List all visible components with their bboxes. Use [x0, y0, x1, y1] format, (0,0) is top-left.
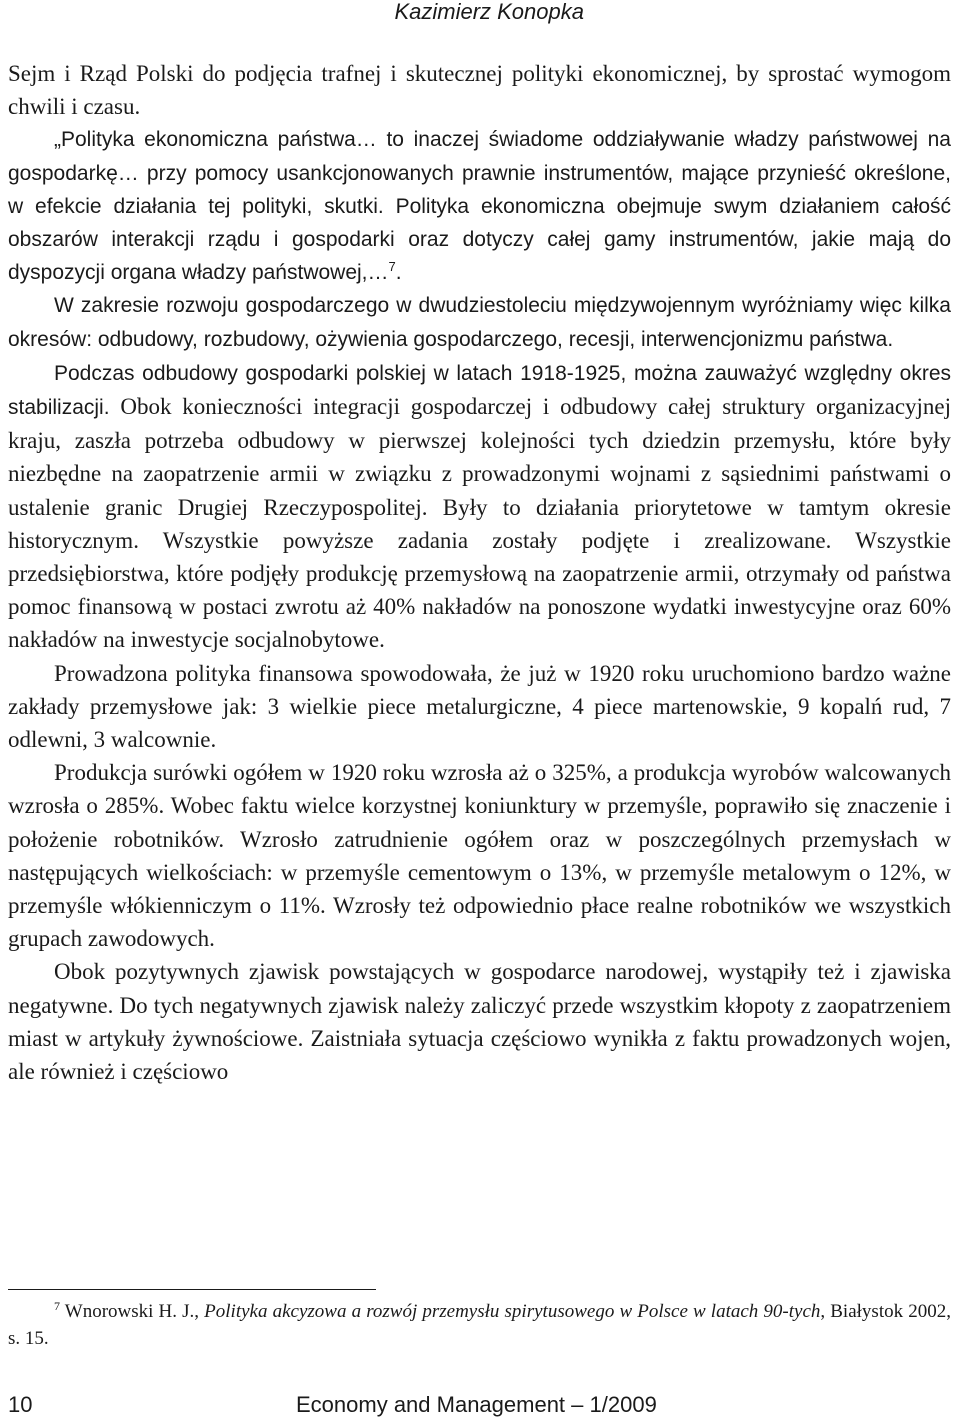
paragraph-1: Sejm i Rząd Polski do podjęcia trafnej i skutecznej polityki ekonomicznej, by sprostać wymogom chwili i czasu.	[8, 61, 951, 120]
footnote-reference[interactable]: 7	[388, 259, 396, 275]
quote-text: „Polityka ekonomiczna państwa… to inaczej świadome oddziaływanie władzy państwowej na gospodarkę… przy pomocy usankcjonowanych prawnie instrumentów, mające przynieść określone, w efekcie działania tej polityki, skutki. Polityka ekonomiczna obejmuje swym działaniem całość obszarów interakcji rządu i gospodarki oraz dotyczy całej gamy instrumentów, jakie mają do dyspozycji organa władzy państwowej,…	[8, 128, 951, 285]
page-number: 10	[8, 1392, 33, 1417]
footnote-number: 7	[54, 1298, 60, 1313]
paragraph-7: Obok pozytywnych zjawisk powstających w gospodarce narodowej, wystąpiły też i zjawiska negatywne. Do tych negatywnych zjawisk należy zaliczyć przede wszystkim kłopoty z zaopatrzeniem miast w artykuły żywnościowe. Zaistniała sytuacja częściowo wynikła z faktu prowadzonych wojen, ale również i częściowo	[8, 959, 951, 1085]
paragraph-5: Prowadzona polityka finansowa spowodowała, że już w 1920 roku uruchomiono bardzo ważne zakłady przemysłowe jak: 3 wielkie piece metalurgiczne, 4 piece martenowskie, 9 kopalń rud, 7 odlewni, 3 walcownie.	[8, 660, 951, 753]
main-text	[8, 57, 951, 1088]
quote-end: .	[395, 261, 402, 285]
footnote-title: Polityka akcyzowa a rozwój przemysłu spirytusowego w Polsce w latach 90-tych	[204, 1301, 821, 1322]
paragraph-3: W zakresie rozwoju gospodarczego w dwudziestoleciu międzywojennym wyróżniamy więc kilka okresów: odbudowy, rozbudowy, ożywienia gospodarczego, recesji, interwencjonizmu państwa.	[8, 294, 951, 351]
paragraph-6: Produkcja surówki ogółem w 1920 roku wzrosła aż o 325%, a produkcja wyrobów walcowanych wzrosła o 285%. Wobec faktu wielce korzystnej koniunktury w przemyśle, poprawiło się znaczenie i położenie robotników. Wzrosło zatrudnienie ogółem oraz w poszczególnych przemysłach w następujących wielkościach: w przemyśle cementowym o 13%, w przemyśle metalowym o 12%, w przemyśle włókienniczym o 11%. Wzrosły też odpowiednio płace realne robotników we wszystkich grupach zawodowych.	[8, 760, 951, 952]
paragraph-4-sans: Podczas odbudowy gospodarki polskiej w latach 1918-1925, można zauważyć względny okres stabilizacji.	[8, 361, 951, 420]
footnote-author: Wnorowski H. J.,	[64, 1301, 205, 1322]
footnote-details: , Białystok 2002, s. 15.	[8, 1301, 951, 1349]
footnote-divider	[8, 1289, 376, 1290]
paragraph-2-quote	[8, 123, 951, 289]
footnote-7	[8, 1298, 951, 1352]
paragraph-4	[8, 356, 951, 657]
journal-footer: Economy and Management – 1/2009	[296, 1392, 657, 1417]
running-header-author: Kazimierz Konopka	[394, 0, 584, 24]
paragraph-4-serif: Obok konieczności integracji gospodarczej i odbudowy całej struktury organizacyjnej kraju, zaszła potrzeba odbudowy w pierwszej kolejności tych dziedzin przemysłu, które były niezbędne na zaopatrzenie armii w związku z prowadzonymi wojnami z sąsiednimi państwami o ustalenie granic Drugiej Rzeczypospolitej. Były to działania priorytetowe w tamtym okresie historycznym. Wszystkie powyższe zadania zostały podjęte i zrealizowane. Wszystkie przedsiębiorstwa, które podjęły produkcję przemysłową na zaopatrzenie armii, otrzymały od państwa pomoc finansową w postaci zwrotu aż 40% nakładów na ponoszone wydatki inwestycyjne oraz 60% nakładów na inwestycje socjalnobytowe.	[8, 394, 952, 653]
